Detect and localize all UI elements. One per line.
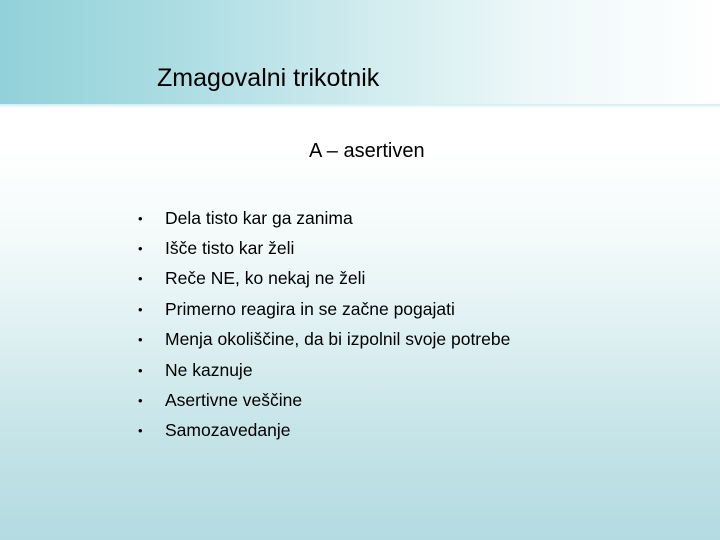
bullet-item: [138, 294, 510, 324]
bullet-item: [138, 264, 510, 294]
bullet-icon: •: [138, 301, 143, 317]
bullet-list: [138, 203, 510, 446]
bullet-text: Menja okoliščine, da bi izpolnil svoje potrebe: [165, 329, 511, 350]
bullet-icon: •: [138, 271, 143, 287]
bullet-icon: •: [138, 241, 143, 257]
bullet-icon: •: [138, 393, 143, 409]
slide-title: Zmagovalni trikotnik: [157, 64, 380, 92]
bullet-icon: •: [138, 362, 143, 378]
bullet-text: Asertivne veščine: [165, 390, 303, 411]
bullet-text: Primerno reagira in se začne pogajati: [165, 298, 455, 319]
slide-subtitle: A – asertiven: [309, 140, 425, 162]
bullet-item: [138, 385, 510, 415]
bullet-item: [138, 233, 510, 263]
bullet-item: [138, 416, 510, 446]
bullet-icon: •: [138, 332, 143, 348]
bullet-icon: •: [138, 423, 143, 439]
bullet-text: Dela tisto kar ga zanima: [165, 207, 353, 228]
bullet-item: [138, 355, 510, 385]
bullet-item: [138, 203, 510, 233]
bullet-item: [138, 325, 510, 355]
bullet-icon: •: [138, 210, 143, 226]
bullet-text: Ne kaznuje: [165, 359, 253, 380]
bullet-text: Reče NE, ko nekaj ne želi: [165, 268, 366, 289]
bullet-text: Samozavedanje: [165, 420, 291, 441]
bullet-text: Išče tisto kar želi: [165, 238, 295, 259]
